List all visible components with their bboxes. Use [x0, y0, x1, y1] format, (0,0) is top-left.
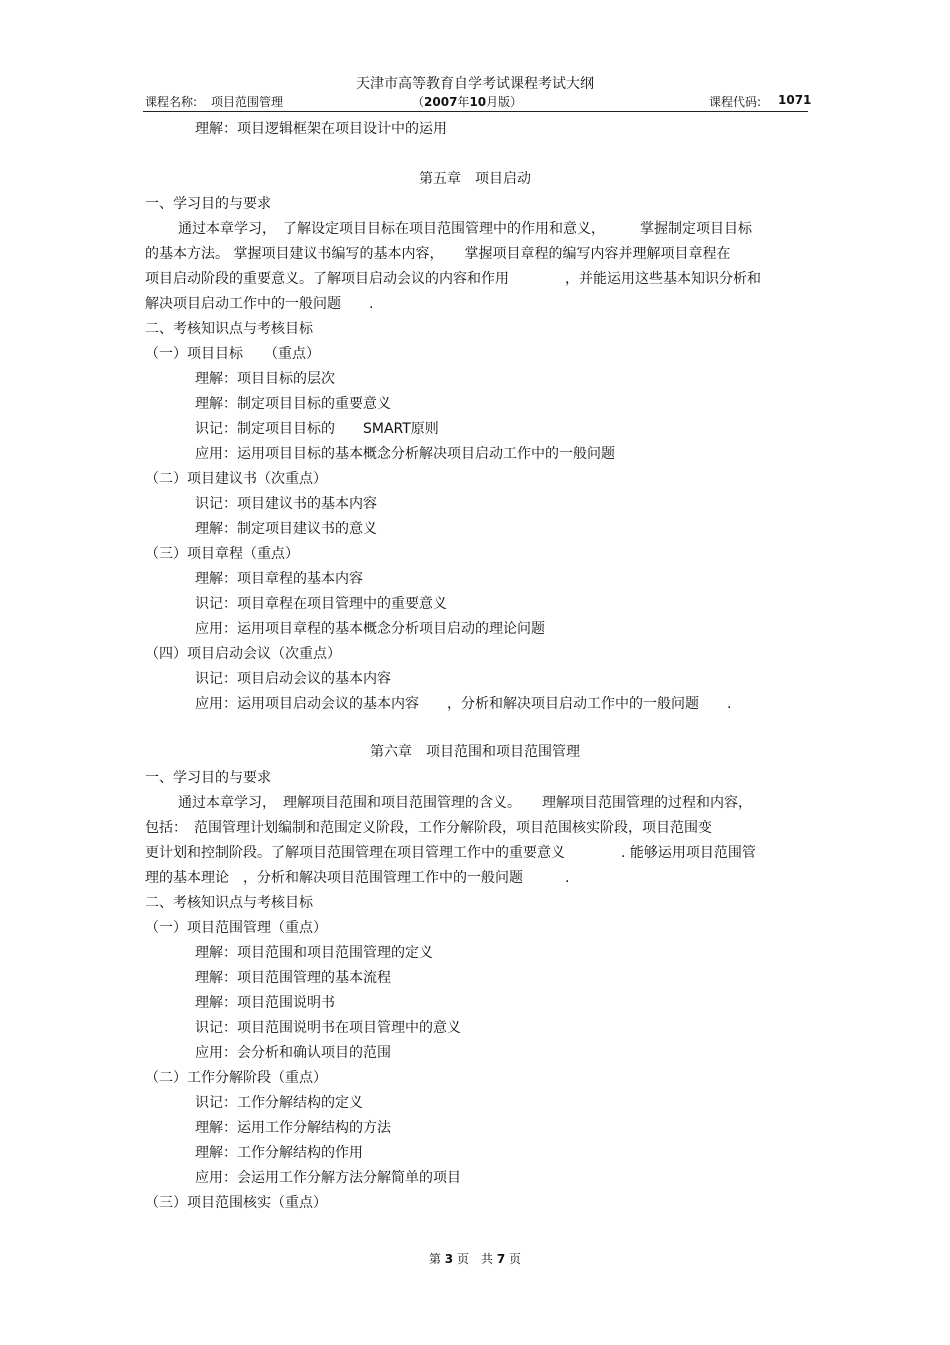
- list-item: 应用：运用项目目标的基本概念分析解决项目启动工作中的一般问题: [195, 446, 615, 462]
- page-total: 7: [496, 1252, 506, 1266]
- subsection-heading: （一）项目目标 （重点）: [145, 346, 320, 362]
- list-item: 识记：工作分解结构的定义: [195, 1095, 363, 1111]
- subsection-heading: （三）项目范围核实（重点）: [145, 1195, 327, 1211]
- subsection-heading: （四）项目启动会议（次重点）: [145, 646, 341, 662]
- paragraph-line: 的基本方法。 掌握项目建议书编写的基本内容， 掌握项目章程的编写内容并理解项目章程在: [145, 246, 731, 262]
- list-item: 理解：制定项目建议书的意义: [195, 521, 377, 537]
- edition-suffix: 月版）: [486, 95, 523, 109]
- subsection-heading: （二）工作分解阶段（重点）: [145, 1070, 327, 1086]
- list-item: 识记：项目范围说明书在项目管理中的意义: [195, 1020, 461, 1036]
- footer-mid: 页 共: [456, 1252, 493, 1266]
- section-heading: 一、学习目的与要求: [145, 770, 271, 786]
- course-code-label: 课程代码:: [709, 95, 762, 109]
- section-heading: 一、学习目的与要求: [145, 196, 271, 212]
- list-item: 理解：制定项目目标的重要意义: [195, 396, 391, 412]
- paragraph-line: 包括： 范围管理计划编制和范围定义阶段，工作分解阶段，项目范围核实阶段，项目范围变: [145, 820, 712, 836]
- list-item: 识记：项目建议书的基本内容: [195, 496, 377, 512]
- list-item: 应用：运用项目章程的基本概念分析项目启动的理论问题: [195, 621, 545, 637]
- list-item: 理解：项目范围和项目范围管理的定义: [195, 945, 433, 961]
- body-line: 理解：项目逻辑框架在项目设计中的运用: [195, 121, 447, 137]
- subsection-heading: （三）项目章程（重点）: [145, 546, 299, 562]
- subsection-heading: （二）项目建议书（次重点）: [145, 471, 327, 487]
- edition-year: 2007: [424, 95, 458, 109]
- document-title: 天津市高等教育自学考试课程考试大纲: [356, 76, 594, 92]
- chapter-heading: 第五章 项目启动: [419, 171, 531, 187]
- edition-prefix: （: [412, 95, 425, 109]
- edition-month: 10: [469, 95, 487, 109]
- list-item: 识记：项目章程在项目管理中的重要意义: [195, 596, 447, 612]
- footer-prefix: 第: [428, 1252, 441, 1266]
- page-number: 3: [444, 1252, 454, 1266]
- paragraph-line: 解决项目启动工作中的一般问题 .: [145, 296, 374, 312]
- subsection-heading: （一）项目范围管理（重点）: [145, 920, 327, 936]
- list-item: 理解：项目范围管理的基本流程: [195, 970, 391, 986]
- footer-suffix: 页: [509, 1252, 522, 1266]
- list-item: 理解：项目目标的层次: [195, 371, 335, 387]
- edition-mid: 年: [457, 95, 470, 109]
- course-name: 项目范围管理: [211, 95, 284, 109]
- paragraph-line: 通过本章学习， 了解设定项目目标在项目范围管理中的作用和意义， 掌握制定项目目标: [178, 221, 752, 237]
- page-footer: [0, 1250, 950, 1267]
- section-heading: 二、考核知识点与考核目标: [145, 321, 313, 337]
- course-name-label: 课程名称:: [145, 95, 198, 109]
- list-item: 识记：制定项目目标的 SMART原则: [195, 421, 439, 437]
- list-item: 应用：会分析和确认项目的范围: [195, 1045, 391, 1061]
- chapter-heading: 第六章 项目范围和项目范围管理: [370, 744, 580, 760]
- list-item: 识记：项目启动会议的基本内容: [195, 671, 391, 687]
- list-item: 理解：项目章程的基本内容: [195, 571, 363, 587]
- paragraph-line: 更计划和控制阶段。了解项目范围管理在项目管理工作中的重要意义 . 能够运用项目范围管: [145, 845, 756, 861]
- list-item: 理解：项目范围说明书: [195, 995, 335, 1011]
- paragraph-line: 理的基本理论 ，分析和解决项目范围管理工作中的一般问题 .: [145, 870, 570, 886]
- list-item: 理解：工作分解结构的作用: [195, 1145, 363, 1161]
- edition: [412, 93, 522, 110]
- list-item: 应用：运用项目启动会议的基本内容 ，分析和解决项目启动工作中的一般问题 .: [195, 696, 732, 712]
- paragraph-line: 通过本章学习， 理解项目范围和项目范围管理的含义。 理解项目范围管理的过程和内容，: [178, 795, 752, 811]
- course-code: 1071: [778, 93, 812, 107]
- list-item: 理解：运用工作分解结构的方法: [195, 1120, 391, 1136]
- section-heading: 二、考核知识点与考核目标: [145, 895, 313, 911]
- list-item: 应用：会运用工作分解方法分解简单的项目: [195, 1170, 461, 1186]
- paragraph-line: 项目启动阶段的重要意义。了解项目启动会议的内容和作用 ，并能运用这些基本知识分析和: [145, 271, 761, 287]
- header-divider: [143, 111, 808, 112]
